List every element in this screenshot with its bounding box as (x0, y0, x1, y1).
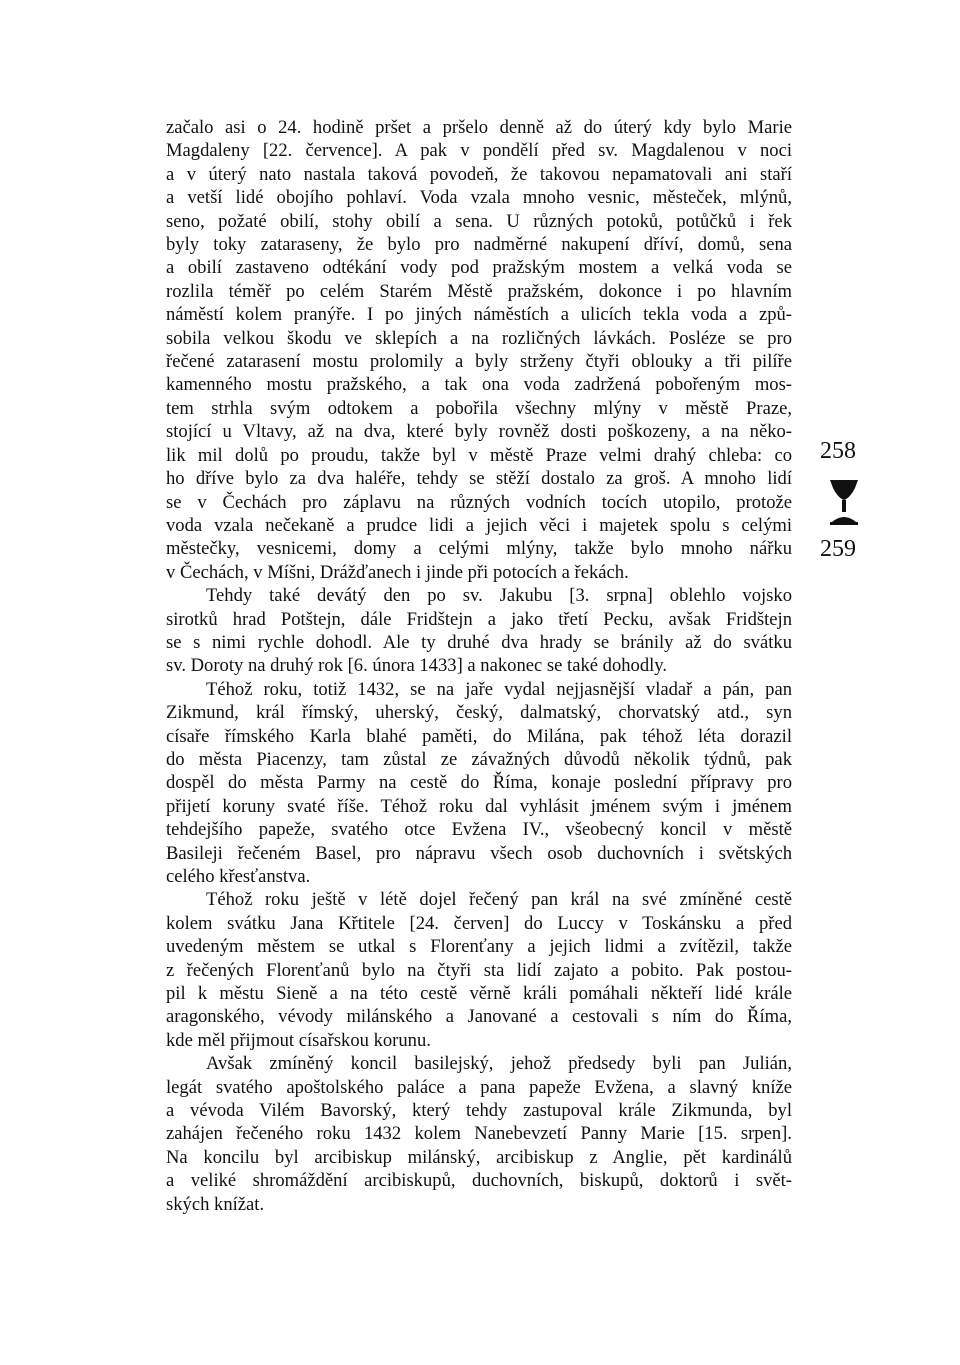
text-line: v Čechách, v Míšni, Drážďanech i jinde při potocích a řekách. (166, 561, 629, 583)
text-line: Téhož roku, totiž 1432, se na jaře vydal nejjasnější vladař a pán, pan (206, 678, 792, 700)
text-line: Na koncilu byl arcibiskup milánský, arcibiskup z Anglie, pět kardinálů (166, 1146, 792, 1168)
text-line: sirotků hrad Potštejn, dále Fridštejn a jako třetí Pecku, avšak Fridštejn (166, 608, 792, 630)
text-line: do města Piacenzy, tam zůstal ze závažných důvodů několik týdnů, pak (166, 748, 792, 770)
text-line: byly toky zataraseny, že bylo pro nadměrné nakupení dříví, domů, sena (166, 234, 792, 256)
text-line: Basileji řečeném Basel, pro nápravu všech osob duchovních i světských (166, 842, 792, 864)
text-line: Magdaleny [22. července]. A pak v pondělí před sv. Magdalenou v noci (166, 140, 792, 162)
text-line: a v úterý nato nastala taková povodeň, že takovou nepamatovali ani staří (166, 163, 792, 185)
text-line: z řečených Florenťanů bylo na čtyři sta lidí zajato a pobito. Pak postou- (166, 959, 792, 981)
text-line: voda vzala nečekaně a prudce lidi a jejich věci i majetek spolu s celými (166, 514, 792, 536)
text-line: kolem svátku Jana Křtitele [24. červen] do Luccy v Toskánsku a před (166, 912, 792, 934)
text-line: lik mil dolů po proudu, takže byl v městě Praze velmi drahý chleba: co (166, 444, 792, 466)
text-line: náměstí kolem pranýře. I po jiných náměstích a ulicích tekla voda a způ- (166, 304, 792, 326)
text-line: Téhož roku ještě v létě dojel řečený pan král na své zmíněné cestě (206, 889, 792, 911)
body-text (166, 116, 792, 1216)
text-line: císaře římského Karla blahé paměti, do Milána, pak téhož léta dorazil (166, 725, 792, 747)
text-line: kamenného mostu pražského, a tak ona voda zadržená pobořeným mos- (166, 374, 792, 396)
text-line: celého křesťanstva. (166, 866, 311, 887)
text-line: Tehdy také devátý den po sv. Jakubu [3. srpna] oblehlo vojsko (206, 585, 792, 607)
text-line: řečené zatarasení mostu prolomily a byly strženy čtyři oblouky a tři pilíře (166, 351, 792, 373)
text-line: přijetí koruny svaté říše. Téhož roku dal vyhlásit jménem svým i jménem (166, 795, 792, 817)
text-line: městečky, vesnicemi, domy a celými mlýny, takže bylo mnoho nářku (166, 538, 792, 560)
text-line: aragonského, vévody milánského a Janované a cestovali s ním do Říma, (166, 1006, 792, 1028)
text-line: rozlila téměř po celém Starém Městě pražském, dokonce i po hlavním (166, 280, 792, 302)
page-number-left: 258 (820, 438, 856, 464)
text-line: a vetší lidé obojího pohlaví. Voda vzala mnoho vesnic, městeček, mlýnů, (166, 187, 792, 209)
text-line: sv. Doroty na druhý rok [6. února 1433] a nakonec se také dohodly. (166, 655, 668, 677)
text-line: se s nimi rychle dohodl. Ale ty druhé dva hrady se bránily až do svátku (166, 631, 792, 653)
text-line: legát svatého apoštolského paláce a pana papeže Evžena, a slavný kníže (166, 1076, 792, 1098)
text-line: ho dříve bylo za dva haléře, tehdy se stěží dostalo za groš. A mnoho lidí (166, 468, 792, 490)
text-line: a vévoda Vilém Bavorský, který tehdy zastupoval krále Zikmunda, byl (166, 1100, 792, 1122)
text-line: Zikmund, král římský, uherský, český, dalmatský, chorvatský atd., syn (166, 702, 792, 724)
chalice-icon (824, 478, 864, 528)
text-line: kde měl přijmout císařskou korunu. (166, 1029, 431, 1051)
text-line: seno, požaté obilí, stohy obilí a sena. U různých potoků, potůčků i řek (166, 210, 792, 232)
text-line: Avšak zmíněný koncil basilejský, jehož předsedy byli pan Julián, (206, 1053, 792, 1075)
text-line: tehdejšího papeže, svatého otce Evžena IV., všeobecný koncil v městě (166, 819, 792, 841)
text-line: uvedeným městem se utkal s Florenťany a jejich lidmi a zvítězil, takže (166, 936, 792, 958)
text-line: začalo asi o 24. hodině pršet a pršelo denně až do úterý kdy bylo Marie (166, 117, 792, 138)
text-line: a obilí zastaveno odtékání vody pod pražským mostem a velká voda se (166, 257, 792, 279)
text-line: tem strhla svým odtokem a pobořila všechny mlýny v městě Praze, (166, 397, 792, 419)
text-line: zahájen řečeného roku 1432 kolem Nanebevzetí Panny Marie [15. srpen]. (166, 1123, 792, 1145)
text-line: sobila velkou škodu ve sklepích a na rozličných lávkách. Posléze se pro (166, 327, 792, 349)
page-number-right: 259 (820, 536, 856, 562)
text-line: pil k městu Sieně a na této cestě věrně králi pomáhali někteří lidé krále (166, 983, 792, 1005)
text-line: stojící u Vltavy, až na dva, které byly rovněž dosti poškozeny, a na něko- (166, 421, 792, 443)
text-line: a veliké shromáždění arcibiskupů, duchovních, biskupů, doktorů i svět- (166, 1170, 792, 1192)
text-line: ských knížat. (166, 1193, 265, 1215)
text-line: dospěl do města Parmy na cestě do Říma, konaje poslední přípravy pro (166, 772, 792, 794)
text-line: se v Čechách pro záplavu na různých vodních tocích utopilo, protože (166, 491, 792, 513)
